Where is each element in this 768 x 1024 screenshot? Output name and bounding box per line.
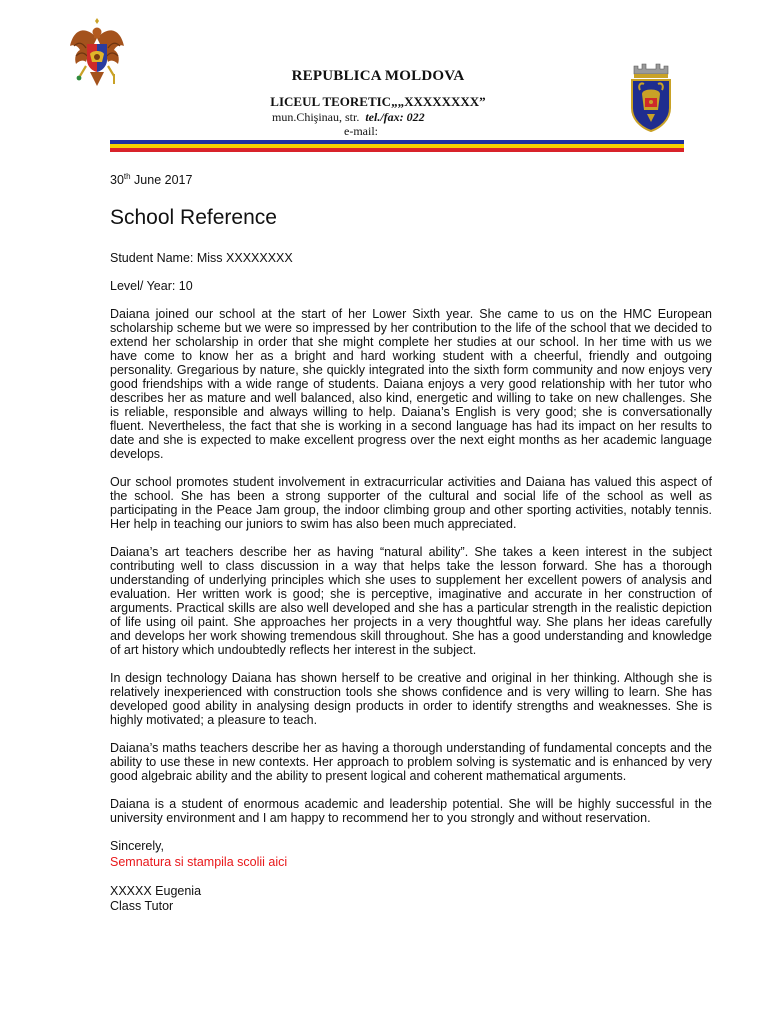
date-suffix: th	[123, 171, 131, 181]
level-year: Level/ Year: 10	[110, 279, 193, 293]
flag-stripe-red	[110, 148, 684, 152]
paragraph-art: Daiana’s art teachers describe her as having “natural ability”. She takes a keen interest in the subject contributing well to class discussion in a way that helps take the lesson forward. She has a thorough understanding of underlying principles which she uses to supplement her excellent powers of analysis and evaluation. Her written work is good; she is perceptive, imaginative and accurate in her construction of arguments. Practical skills are also well developed and she has a particular strength in the realistic depiction of life using oil paint. She approaches her projects in a very thoughtful way. She plans her ideas carefully and develops her work showing tremendous skill throughout. She has a good understanding and knowledge of art history which undoubtedly reflects her interest in the subject.	[110, 545, 712, 657]
letter-date	[110, 173, 192, 187]
signer-role: Class Tutor	[110, 899, 174, 913]
paragraph-maths: Daiana’s maths teachers describe her as having a thorough understanding of fundamental concepts and the ability to use these in new contexts. Her approach to problem solving is systematic and is enhanced by very good algebraic ability and the ability to present logical and coherent mathematical arguments.	[110, 741, 712, 783]
address-text: mun.Chişinau, str.	[272, 110, 360, 124]
paragraph-introduction: Daiana joined our school at the start of her Lower Sixth year. She came to us on the HMC European scholarship scheme but we were so impressed by her contribution to the life of the school that we decided to extend her scholarship in order that she might complete her studies at our school. In her time with us we have come to know her as a bright and hard working student with a cheerful, friendly and outgoing personality. Gregarious by nature, she quickly integrated into the sixth form community and now enjoys very good friendships with a wide range of students. Daiana enjoys a very good relationship with her tutor who describes her as mature and well balanced, also kind, energetic and willing to take on new challenges. She is reliable, responsible and always willing to help. Daiana’s English is very good; she is conversationally fluent. Nevertheless, the fact that she is working in a second language has had its impact on her results to date and she is expected to make excellent progress over the next eight months as her academic language develops.	[110, 307, 712, 461]
paragraph-design-technology: In design technology Daiana has shown herself to be creative and original in her thinking. Although she is relatively inexperienced with construction tools she shows confidence and is very willing to learn. She has developed good ability in analysing design products in order to identify strengths and weaknesses. She is highly motivated; a pleasure to teach.	[110, 671, 712, 727]
flag-stripe	[110, 140, 684, 152]
header-email: e-mail:	[344, 124, 378, 138]
telfax-text: tel./fax: 022	[365, 110, 425, 124]
date-month-year: June 2017	[130, 173, 193, 187]
paragraph-extracurricular: Our school promotes student involvement in extracurricular activities and Daiana has valued this aspect of the school. She has been a strong supporter of the cultural and social life of the school as well as participating in the Peace Jam group, the indoor climbing group and other sporting activities, notably tennis. Her help in teaching our juniors to swim has also been much appreciated.	[110, 475, 712, 531]
header-school-name: LICEUL TEORETIC„„XXXXXXXX”	[270, 94, 486, 109]
closing: Sincerely,	[110, 839, 164, 853]
signer-name: XXXXX Eugenia	[110, 884, 202, 898]
document-title: School Reference	[110, 206, 277, 229]
header-address	[272, 110, 425, 125]
paragraph-conclusion: Daiana is a student of enormous academic and leadership potential. She will be highly successful in the university environment and I am happy to recommend her to you strongly and without reservation.	[110, 797, 712, 825]
header-country: REPUBLICA MOLDOVA	[291, 68, 465, 84]
signature-placeholder-note: Semnatura si stampila scolii aici	[110, 855, 288, 869]
student-name: Student Name: Miss XXXXXXXX	[110, 251, 293, 265]
date-day: 30	[110, 173, 124, 187]
